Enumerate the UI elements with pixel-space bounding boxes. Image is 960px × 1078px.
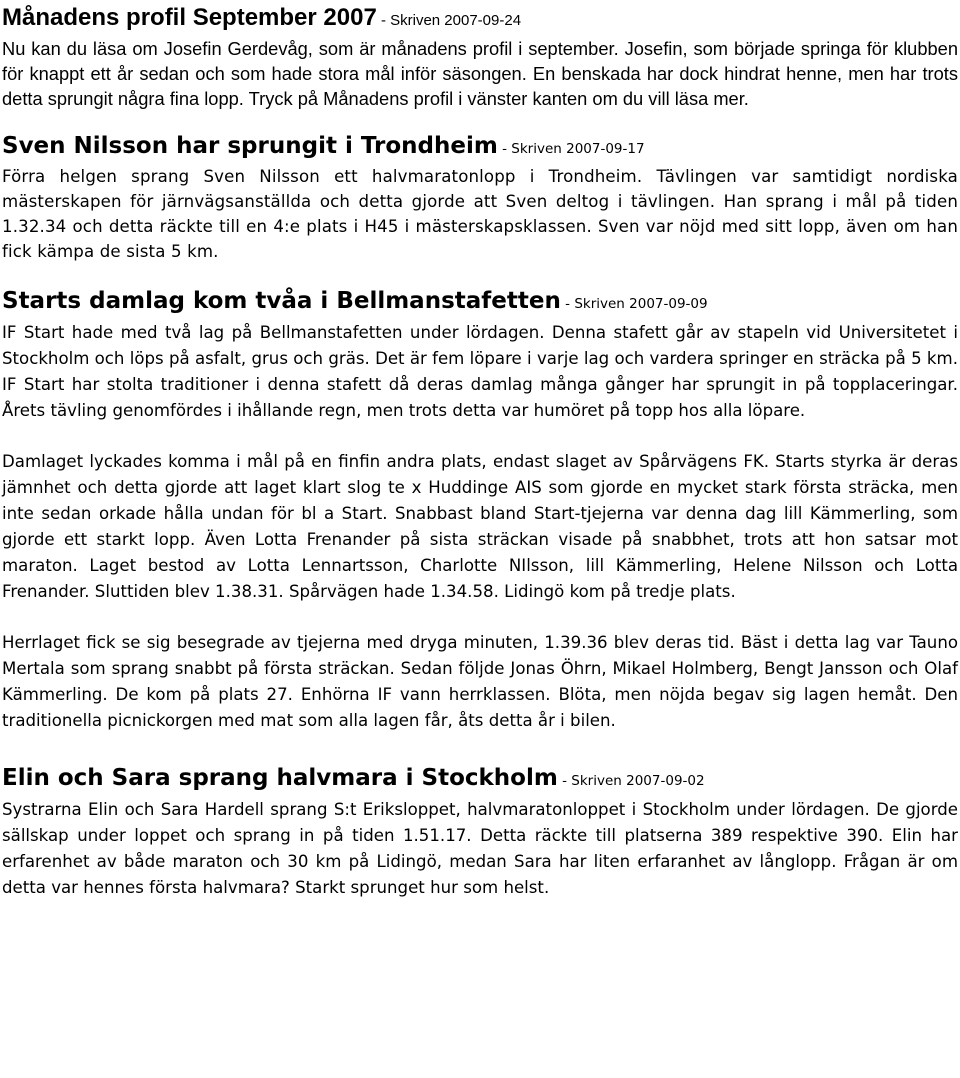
article-monthly-profile [2, 0, 958, 111]
article-bellmanstafetten [2, 285, 958, 734]
article-heading [2, 131, 958, 164]
article-title: Månadens profil September 2007 [2, 4, 377, 31]
article-heading [2, 3, 958, 36]
article-halvmara-stockholm [2, 762, 958, 901]
article-title: Starts damlag kom tvåa i Bellmanstafetten [2, 288, 561, 314]
article-paragraph: Damlaget lyckades komma i mål på en finfin andra plats, endast slaget av Spårvägens FK. Starts styrka är deras jämnhet och detta gjorde att laget klart slog te x Huddinge AIS som gjorde en mycket stark första sträcka, men inte sedan orkade hålla undan för bl a Start. Snabbast bland Start-tjejerna var denna dag lill Kämmerling, som gjorde ett starkt lopp. Även Lotta Frenander på sista sträckan visade på snabbhet, trots att hon satsar mot maraton. Laget bestod av Lotta Lennartsson, Charlotte NIlsson, lill Kämmerling, Helene Nilsson och Lotta Frenander. Sluttiden blev 1.38.31. Spårvägen hade 1.34.58. Lidingö kom på tredje plats. [2, 452, 958, 601]
article-paragraph: Förra helgen sprang Sven Nilsson ett halvmaratonlopp i Trondheim. Tävlingen var samtidigt nordiska mästerskapen för järnvägsanställda och detta gjorde att Sven deltog i tävlingen. Han sprang i mål på tiden 1.32.34 och detta räckte till en 4:e plats i H45 i mästerskapsklassen. Sven var nöjd med sitt lopp, även om han fick kämpa de sista 5 km. [2, 167, 958, 261]
article-title: Sven Nilsson har sprungit i Trondheim [2, 133, 498, 159]
article-trondheim [2, 131, 958, 264]
article-date: - Skriven 2007-09-24 [376, 12, 522, 29]
article-paragraph: Herrlaget fick se sig besegrade av tjejerna med dryga minuten, 1.39.36 blev deras tid. Bäst i detta lag var Tauno Mertala som sprang snabbt på första sträckan. Sedan följde Jonas Öhrn, Mikael Holmberg, Bengt Jansson och Olaf Kämmerling. De kom på plats 27. Enhörna IF vann herrklassen. Blöta, men nöjda begav sig lagen hemåt. Den traditionella picnickorgen med mat som alla lagen får, åts detta år i bilen. [2, 633, 958, 730]
article-paragraph: IF Start hade med två lag på Bellmanstafetten under lördagen. Denna stafett går av stapeln vid Universitetet i Stockholm och löps på asfalt, grus och gräs. Det är fem löpare i varje lag och vardera springer en sträcka på 5 km. IF Start har stolta traditioner i denna stafett då deras damlag många gånger har sprungit in på topplaceringar. Årets tävling genomfördes i ihållande regn, men trots detta var humöret på topp hos alla löpare. [2, 323, 958, 420]
article-date: - Skriven 2007-09-09 [560, 296, 708, 312]
article-title: Elin och Sara sprang halvmara i Stockholm [2, 765, 558, 791]
article-heading [2, 285, 958, 320]
article-date: - Skriven 2007-09-17 [497, 141, 645, 157]
article-paragraph: Systrarna Elin och Sara Hardell sprang S:t Eriksloppet, halvmaratonloppet i Stockholm under lördagen. De gjorde sällskap under loppet och sprang in på tiden 1.51.17. Detta räckte till platserna 389 respektive 390. Elin har erfarenhet av både maraton och 30 km på Lidingö, medan Sara har liten erfaranhet av långlopp. Frågan är om detta var hennes första halvmara? Starkt sprunget hur som helst. [2, 800, 958, 897]
article-date: - Skriven 2007-09-02 [557, 773, 705, 789]
article-heading [2, 762, 958, 797]
article-paragraph: Nu kan du läsa om Josefin Gerdevåg, som är månadens profil i september. Josefin, som började springa för klubben för knappt ett år sedan och som hade stora mål inför säsongen. En benskada har dock hindrat henne, men har trots detta sprungit några fina lopp. Tryck på Månadens profil i vänster kanten om du vill läsa mer. [2, 38, 958, 109]
